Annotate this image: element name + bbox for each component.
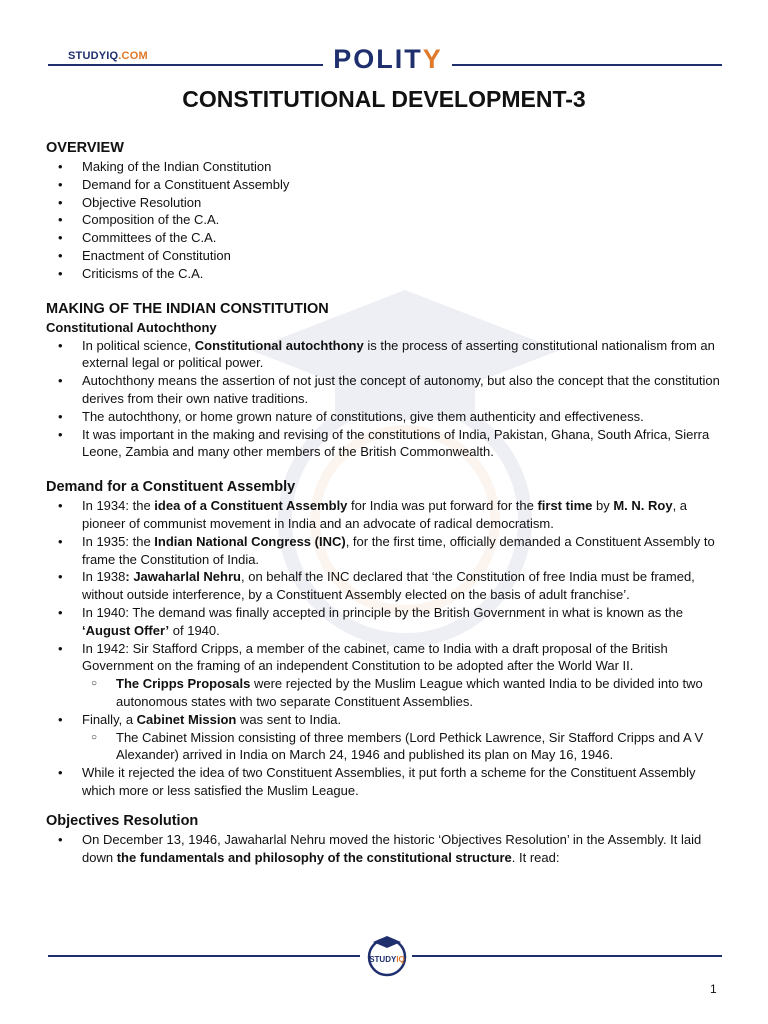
page-number: 1 bbox=[710, 982, 717, 996]
subject-title: POLITY bbox=[333, 44, 443, 74]
overview-heading: OVERVIEW bbox=[46, 140, 124, 156]
list-item: • In 1934: the idea of a Constituent Assembly for India was put forward for the first time by M. N. Roy, a pioneer of communist movement in India and an advocate of radical democratism. bbox=[46, 497, 726, 533]
overview-list bbox=[46, 158, 726, 283]
document-title: CONSTITUTIONAL DEVELOPMENT-3 bbox=[182, 86, 586, 112]
list-item: • Committees of the C.A. bbox=[46, 229, 726, 247]
making-heading: MAKING OF THE INDIAN CONSTITUTION bbox=[46, 300, 329, 317]
list-item: • In political science, Constitutional autochthony is the process of asserting constitutional nationalism from an external legal or political power. bbox=[46, 337, 726, 373]
list-item: • In 1942: Sir Stafford Cripps, a member of the cabinet, came to India with a draft proposal of the British Government on the framing of an independent Constitution to be adopted after the World War II. bbox=[46, 640, 726, 676]
list-item: • In 1935: the Indian National Congress (INC), for the first time, officially demanded a Constituent Assembly to frame the Constitution of India. bbox=[46, 533, 726, 569]
header-rule-left bbox=[48, 64, 323, 66]
svg-text:STUDYIQ: STUDYIQ bbox=[369, 955, 405, 964]
sub-list-item: ○ The Cabinet Mission consisting of three members (Lord Pethick Lawrence, Sir Stafford Cripps and A V Alexander) arrived in India on March 24, 1946 and published its plan on May 16, 1946. bbox=[46, 729, 726, 765]
sub-list-item: ○ The Cripps Proposals were rejected by the Muslim League which wanted India to be divided into two autonomous states with two separate Constituent Assemblies. bbox=[46, 675, 726, 711]
footer-rule-left bbox=[48, 955, 360, 957]
list-item: • While it rejected the idea of two Constituent Assemblies, it put forth a scheme for the Constituent Assembly which more or less satisfied the Muslim League. bbox=[46, 764, 726, 800]
list-item: • Criticisms of the C.A. bbox=[46, 265, 726, 283]
list-item: • Composition of the C.A. bbox=[46, 211, 726, 229]
list-item: • The autochthony, or home grown nature of constitutions, give them authenticity and effectiveness. bbox=[46, 408, 726, 426]
objectives-heading: Objectives Resolution bbox=[46, 812, 199, 829]
studyiq-footer-logo bbox=[364, 932, 410, 978]
list-item: • Demand for a Constituent Assembly bbox=[46, 176, 726, 194]
list-item: • Autochthony means the assertion of not just the concept of autonomy, but also the concept that the constitution derives from their own native traditions. bbox=[46, 372, 726, 408]
list-item: • Finally, a Cabinet Mission was sent to India. bbox=[46, 711, 726, 729]
list-item: • Objective Resolution bbox=[46, 194, 726, 212]
list-item: • It was important in the making and revising of the constitutions of India, Pakistan, Ghana, South Africa, Sierra Leone, Zambia and many other members of the British Commonwealth. bbox=[46, 426, 726, 462]
list-item: • Making of the Indian Constitution bbox=[46, 158, 726, 176]
list-item: • Enactment of Constitution bbox=[46, 247, 726, 265]
header-rule-right bbox=[452, 64, 722, 66]
making-list bbox=[46, 337, 726, 462]
list-item: • In 1938: Jawaharlal Nehru, on behalf the INC declared that ‘the Constitution of free India must be framed, without outside interference, by a Constituent Assembly elected on the basis of adult franchise’. bbox=[46, 568, 726, 604]
list-item: • In 1940: The demand was finally accepted in principle by the British Government in what is known as the ‘August Offer’ of 1940. bbox=[46, 604, 726, 640]
autochthony-subheading: Constitutional Autochthony bbox=[46, 319, 217, 335]
objectives-list bbox=[46, 831, 726, 867]
demand-list bbox=[46, 497, 726, 800]
list-item: • On December 13, 1946, Jawaharlal Nehru moved the historic ‘Objectives Resolution’ in the Assembly. It laid down the fundamentals and philosophy of the constitutional structure. It read: bbox=[46, 831, 726, 867]
demand-heading: Demand for a Constituent Assembly bbox=[46, 479, 296, 496]
footer-rule-right bbox=[412, 955, 722, 957]
document-body bbox=[46, 139, 726, 866]
studyiq-logo: STUDYIQ.COM bbox=[68, 50, 148, 62]
